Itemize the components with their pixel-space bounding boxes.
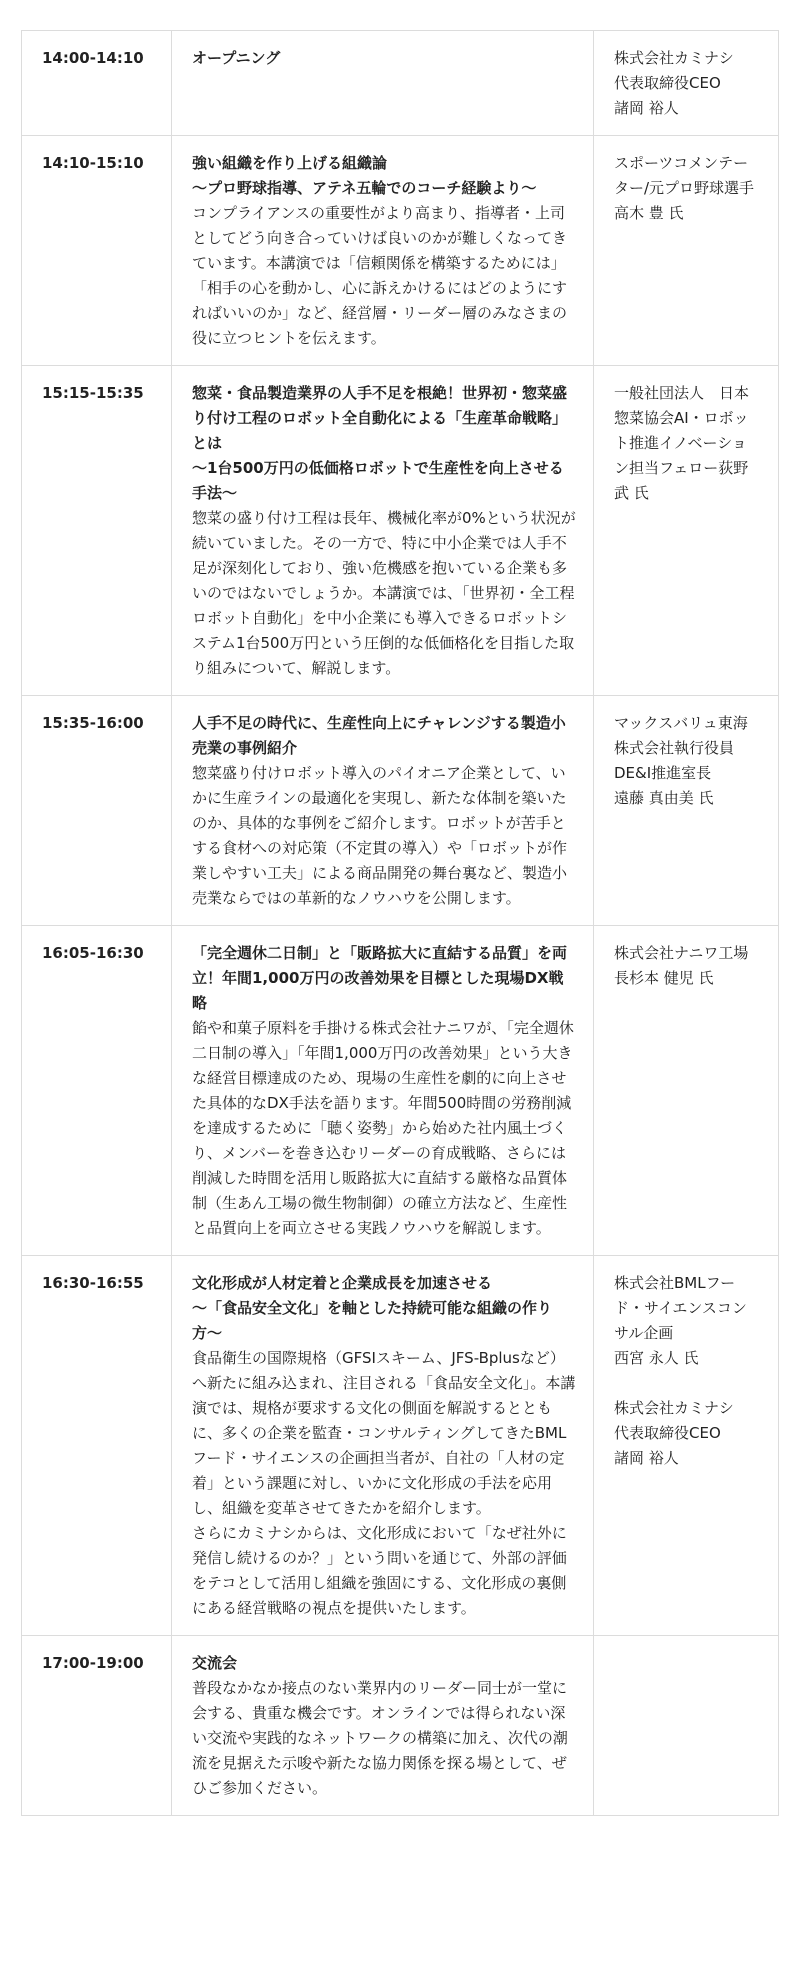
session-description: 普段なかなか接点のない業界内のリーダー同士が一堂に会する、貴重な機会です。オンラインでは得られない深い交流や実践的なネットワークの構築に加え、次代の潮流を見据えた示唆や新たな協力関係を探る場として、ぜひご参加ください。 bbox=[192, 1679, 568, 1797]
session-program bbox=[172, 1636, 594, 1816]
session-time: 16:05-16:30 bbox=[22, 926, 172, 1256]
session-speaker bbox=[594, 1636, 779, 1816]
session-schedule-table bbox=[21, 30, 779, 1816]
session-title: 惣菜・食品製造業界の人手不足を根絶！世界初・惣菜盛り付け工程のロボット全自動化による「生産革命戦略」とは 〜1台500万円の低価格ロボットで生産性を向上させる手法〜 bbox=[192, 384, 568, 502]
session-speaker: 株式会社カミナシ 代表取締役CEO 諸岡 裕人 bbox=[594, 31, 779, 136]
session-program bbox=[172, 696, 594, 926]
session-description: 食品衛生の国際規格（GFSIスキーム、JFS-Bplusなど）へ新たに組み込まれ、注目される「食品安全文化」。本講演では、規格が要求する文化の側面を解説するとともに、多くの企業を監査・コンサルティングしてきたBMLフード・サイエンスの企画担当者が、自社の「人材の定着」という課題に対し、いかに文化形成の手法を応用し、組織を変革させてきたかを紹介します。 さらにカミナシからは、文化形成において「なぜ社外に発信し続けるのか？」という問いを通じて、外部の評価をテコとして活用し組織を強固にする、文化形成の裏側にある経営戦略の視点を提供いたします。 bbox=[192, 1349, 576, 1617]
session-title: 強い組織を作り上げる組織論 〜プロ野球指導、アテネ五輪でのコーチ経験より〜 bbox=[192, 154, 537, 197]
session-title: 交流会 bbox=[192, 1654, 238, 1672]
session-title: 「完全週休二日制」と「販路拡大に直結する品質」を両立！年間1,000万円の改善効果を目標とした現場DX戦略 bbox=[192, 944, 568, 1012]
session-time: 14:00-14:10 bbox=[22, 31, 172, 136]
session-speaker: 株式会社ナニワ工場長杉本 健児 氏 bbox=[594, 926, 779, 1256]
session-program bbox=[172, 136, 594, 366]
session-speaker: スポーツコメンテーター/元プロ野球選手 高木 豊 氏 bbox=[594, 136, 779, 366]
table-row bbox=[22, 696, 779, 926]
session-program bbox=[172, 366, 594, 696]
session-description: コンプライアンスの重要性がより高まり、指導者・上司としてどう向き合っていけば良いのかが難しくなってきています。本講演では「信頼関係を構築するためには」「相手の心を動かし、心に訴えかけるにはどのようにすればいいのか」など、経営層・リーダー層のみなさまの役に立つヒントを伝えます。 bbox=[192, 204, 568, 347]
session-program bbox=[172, 926, 594, 1256]
table-row bbox=[22, 926, 779, 1256]
session-description: 惣菜盛り付けロボット導入のパイオニア企業として、いかに生産ラインの最適化を実現し、新たな体制を築いたのか、具体的な事例をご紹介します。ロボットが苦手とする食材への対応策（不定貫の導入）や「ロボットが作業しやすい工夫」による商品開発の舞台裏など、製造小売業ならではの革新的なノウハウを公開します。 bbox=[192, 764, 568, 907]
session-speaker: 一般社団法人 日本惣菜協会AI・ロボット推進イノベーション担当フェロー荻野 武 氏 bbox=[594, 366, 779, 696]
session-speaker: 株式会社BMLフード・サイエンスコンサル企画 西宮 永人 氏 株式会社カミナシ 代表取締役CEO 諸岡 裕人 bbox=[594, 1256, 779, 1636]
table-row bbox=[22, 136, 779, 366]
session-speaker: マックスバリュ東海株式会社執行役員 DE&I推進室長 遠藤 真由美 氏 bbox=[594, 696, 779, 926]
session-program bbox=[172, 31, 594, 136]
table-row bbox=[22, 366, 779, 696]
session-time: 15:15-15:35 bbox=[22, 366, 172, 696]
session-title: 人手不足の時代に、生産性向上にチャレンジする製造小売業の事例紹介 bbox=[192, 714, 566, 757]
session-program bbox=[172, 1256, 594, 1636]
session-title: オープニング bbox=[192, 49, 281, 67]
session-time: 14:10-15:10 bbox=[22, 136, 172, 366]
session-description: 惣菜の盛り付け工程は長年、機械化率が0%という状況が続いていました。その一方で、特に中小企業では人手不足が深刻化しており、強い危機感を抱いている企業も多いのではないでしょうか。本講演では、「世界初・全工程ロボット自動化」を中小企業にも導入できるロボットシステム1台500万円という圧倒的な低価格化を目指した取り組みについて、解説します。 bbox=[192, 509, 576, 677]
session-time: 16:30-16:55 bbox=[22, 1256, 172, 1636]
session-time: 17:00-19:00 bbox=[22, 1636, 172, 1816]
session-time: 15:35-16:00 bbox=[22, 696, 172, 926]
table-row bbox=[22, 1256, 779, 1636]
session-description: 餡や和菓子原料を手掛ける株式会社ナニワが、「完全週休二日制の導入」「年間1,000万円の改善効果」という大きな経営目標達成のため、現場の生産性を劇的に向上させた具体的なDX手法を語ります。年間500時間の労務削減を達成するために「聴く姿勢」から始めた社内風土づくり、メンバーを巻き込むリーダーの育成戦略、さらには削減した時間を活用し販路拡大に直結する厳格な品質体制（生あん工場の微生物制御）の確立方法など、生産性と品質向上を両立させる実践ノウハウを解説します。 bbox=[192, 1019, 574, 1237]
table-row bbox=[22, 1636, 779, 1816]
table-row bbox=[22, 31, 779, 136]
session-title: 文化形成が人材定着と企業成長を加速させる 〜「食品安全文化」を軸とした持続可能な組織の作り方〜 bbox=[192, 1274, 553, 1342]
